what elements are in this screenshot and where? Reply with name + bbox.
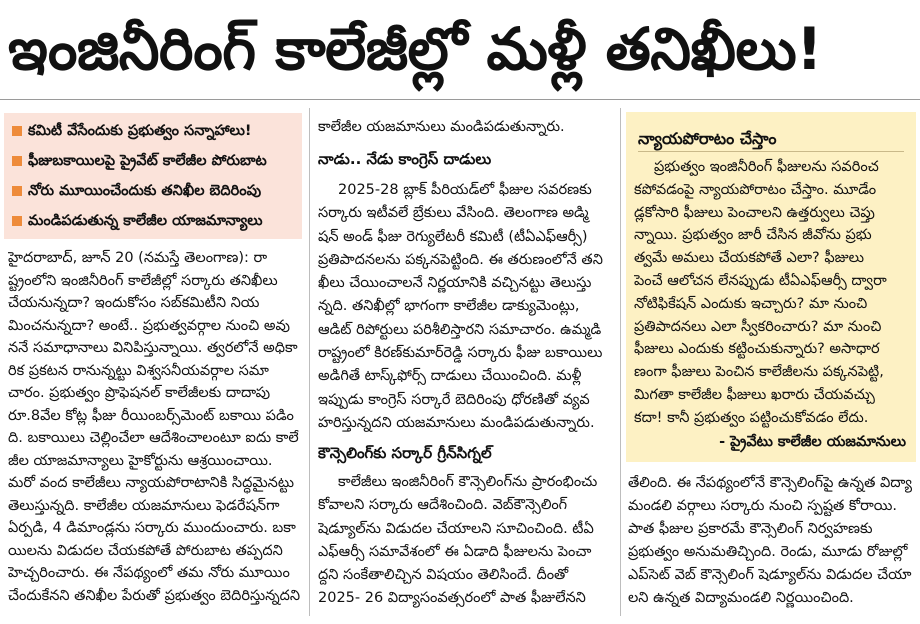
text-line: మిగతా కాలేజీల ఫీజులు ఖరారు చేయవచ్చు (634, 386, 875, 403)
text-line: ష్ట్రంలోని ఇంజినీరింగ్ కాలేజీల్లో సర్కారు తనిఖీలు (8, 272, 278, 289)
text-line: ప్రభుత్వం అనుమతిచ్చింది. రెండు, మూడు రోజుల్లో (628, 544, 908, 560)
text-line: తేలింది. ఈ నేపథ్యంలోనే కౌన్సెలింగ్‌పై ఉన్నత విద్యా (628, 475, 912, 491)
square-bullet-icon (12, 126, 22, 136)
text-line: ఎఫ్ఆర్సీ సమావేశంలో ఈ ఏడాది ఫీజులను పెంచా (318, 543, 592, 560)
text-line: ఖీలు చేయించాలనే నిర్ణయానికి వచ్చినట్టు తెలుస్తు (318, 275, 592, 292)
text-line: ది. బకాయిలు చెల్లించేలా ఆదేశించాలంటూ ఐదు కాలే (8, 430, 299, 446)
text-line: 2025-28 బ్లాక్ పీరియడ్‌లో ఫీజుల సవరణకు (338, 182, 592, 198)
text-line: చారం. ప్రభుత్వం ప్రొఫెషనల్ కాలేజీలకు దాదాపు (8, 385, 271, 401)
text-line: హెచ్చరించారు. ఈ నేపథ్యంలో తమ నోరు మూయిం (8, 565, 290, 581)
text-line: 2025- 26 విద్యాసంవత్సరంలో పాత ఫీజులేనని (318, 590, 586, 607)
text-line: చేందుకేనని తనిఖీల పేరుతో ప్రభుత్వం బెదిరిస్తున్నదని (8, 587, 301, 604)
square-bullet-icon (12, 156, 22, 166)
highlight-text: మండిపడుతున్న కాలేజీల యాజమాన్యాలు (28, 213, 263, 229)
text-line: పెంచే ఆలోచన లేనప్పుడు టీఏఎఫ్ఆర్సీ ద్వారా (634, 272, 887, 289)
highlight-item (4, 176, 302, 206)
section-heading: నాడు.. నేడు కాంగ్రెస్ దాడులు (318, 150, 492, 168)
text-line: యిలను విడుదల చేయకపోతే పోరుబాట తప్పదని (8, 542, 283, 559)
text-line: ఆడిట్ రిపోర్టులు పరిశీలిస్తారని సమాచారం. ఉమ్మడి (318, 321, 602, 338)
highlight-item (4, 146, 302, 176)
highlight-item (4, 116, 302, 146)
text-line: నోటిఫికేషన్ ఎందుకు ఇచ్చారు? మా నుంచి (634, 295, 868, 312)
text-line: రాష్ట్రంలో కిరణ్‌కుమార్‌రెడ్డి సర్కారు ఫీజు బకాయిలు (318, 345, 603, 362)
text-line: సర్కారు ఇటీవలే బ్రేకులు వేసింది. తెలంగాణ అడ్మి (318, 205, 589, 222)
text-line: మరో వంద కాలేజీలు న్యాయపోరాటానికి సిద్ధమైనట్టు (8, 475, 295, 491)
text-line: కాలేజీలు ఇంజినీరింగ్ కౌన్సెలింగ్‌ను ప్రారంభించు (338, 474, 598, 490)
text-line: ఏర్పడి, 4 డిమాండ్లను సర్కారు ముందుంచారు. బకా (8, 520, 296, 536)
text-line: కదా! కానీ ప్రభుత్వం పట్టించుకోవడం లేదు. (634, 409, 869, 426)
text-line: లని ఉన్నత విద్యామండలి నిర్ణయించింది. (628, 590, 854, 606)
text-line: తెలుస్తున్నది. కాలేజీల యజమానులు ఫెడరేషన్‌గా (8, 497, 280, 514)
continued-line: కాలేజీల యజమానులు మండిపడుతున్నారు. (318, 119, 565, 135)
text-line: హరిస్తున్నదని యజమానులు మండిపడుతున్నారు. (318, 414, 595, 431)
text-line: న్నది. తనిఖీల్లో భాగంగా కాలేజీల డాక్యుమెంట్లు, (318, 298, 580, 315)
text-line: అడిగితే టాస్క్‌ఫోర్స్ దాడులు చేయించింది. మళ్లీ (318, 368, 582, 385)
quote-body (634, 156, 910, 432)
column-divider (309, 108, 310, 616)
text-line: మించనున్నదా? అంటే.. ప్రభుత్వవర్గాల నుంచి అవు (8, 317, 290, 334)
highlight-text: ఫీజుబకాయిలపై ప్రైవేట్ కాలేజీల పోరుబాట (28, 153, 267, 169)
text-line: కపోవడంపై న్యాయపోరాటం చేస్తాం. మూడేం (634, 181, 877, 198)
text-line: ణంగా ఫీజులు పెంచిన కాలేజీలను పక్కనపెట్టి, (634, 364, 884, 381)
text-line: మండలి వర్గాలు సర్కారు నుంచి స్పష్టత కోరాయి. (628, 498, 897, 514)
article-body-left (8, 247, 302, 611)
text-line: చేయనున్నదా? ఇందుకోసం సబ్‌కమిటీని నియ (8, 295, 260, 311)
headline: ఇంజినీరింగ్ కాలేజీల్లో మళ్లీ తనిఖీలు! (0, 0, 920, 100)
text-line: షెడ్యూల్‌ను విడుదల చేయాలని సూచించింది. టీఏ (318, 520, 594, 537)
square-bullet-icon (12, 186, 22, 196)
highlight-text: నోరు మూయించేందుకు తనిఖీల బెదిరింపు (28, 183, 262, 199)
article-body-right (628, 472, 916, 612)
text-line: ప్రతిపాదనలు ఎలా స్వీకరించారు? మా నుంచి (634, 318, 882, 335)
text-line: ప్రభుత్వం ఇంజినీరింగ్ ఫీజులను సవరించ (654, 159, 879, 175)
highlight-text: కమిటీ వేసేందుకు ప్రభుత్వం సన్నాహాలు! (28, 123, 252, 139)
text-line: ఇప్పుడు కాంగ్రెస్ సర్కారే బెదిరింపు ధోరణితో వ్యవ (318, 391, 590, 408)
quote-heading: న్యాయపోరాటం చేస్తాం (638, 126, 904, 152)
text-line: రిక ప్రకటన రానున్నట్టు విశ్వసనీయవర్గాల సమా (8, 362, 269, 379)
text-line: హైదరాబాద్, జూన్ 20 (నమస్తే తెలంగాణ): రా (8, 250, 268, 266)
text-line: ద్దని సంకేతాలిచ్చిన విషయం తెలిసిందే. దీంతో (318, 567, 569, 584)
text-line: న్నాయి. ప్రభుత్వం జారీ చేసిన జీవోను ప్రభు (634, 227, 872, 244)
section-body (318, 179, 614, 437)
highlights-box (4, 113, 302, 239)
highlight-item (4, 206, 302, 236)
text-line: ఎప్‌సెట్ వెబ్ కౌన్సెలింగ్ షెడ్యూల్‌ను విడుదల చేయా (628, 567, 912, 583)
text-line: షన్ అండ్ ఫీజు రెగ్యులేటరీ కమిటీ (టీఏఎఫ్ఆర్సీ) (318, 228, 588, 245)
text-line: త్వమే అమలు చేయకపోతే ఎలా? ఫీజులు (634, 250, 864, 267)
text-line: ప్రతిపాదనలను పక్కనపెట్టింది. ఈ తరుణంలోనే తని (318, 251, 603, 268)
text-line: ఫీజులు ఎందుకు కట్టించుకున్నారు? అసాధార (634, 341, 880, 358)
text-line: కోవాలని సర్కారు ఆదేశించింది. వెబ్‌కౌన్సెలింగ్ (318, 497, 568, 514)
text-line: రూ.8వేల కోట్ల ఫీజు రీయింబర్స్‌మెంట్ బకాయి పడిం (8, 407, 294, 424)
text-line: డ్లకోసారి ఫీజులు పెంచాలని ఉత్తర్వులు చెప్తు (634, 204, 875, 221)
quote-box (626, 112, 916, 462)
section-heading: కౌన్సెలింగ్‌కు సర్కార్ గ్రీన్‌సిగ్నల్ (318, 444, 492, 462)
square-bullet-icon (12, 216, 22, 226)
text-line: పాత ఫీజుల ప్రకారమే కౌన్సెలింగ్ నిర్వహణకు (628, 521, 873, 537)
column-divider (620, 108, 621, 616)
quote-attribution: - ప్రైవేటు కాలేజీల యజమానులు (719, 434, 906, 450)
section-body (318, 471, 614, 613)
text-line: జీల యాజమాన్యాలు హైకోర్టును ఆశ్రయించాయి. (8, 452, 273, 469)
text-line: ననే సమాధానాలు వినిపిస్తున్నాయి. త్వరలోనే అధికా (8, 340, 298, 356)
